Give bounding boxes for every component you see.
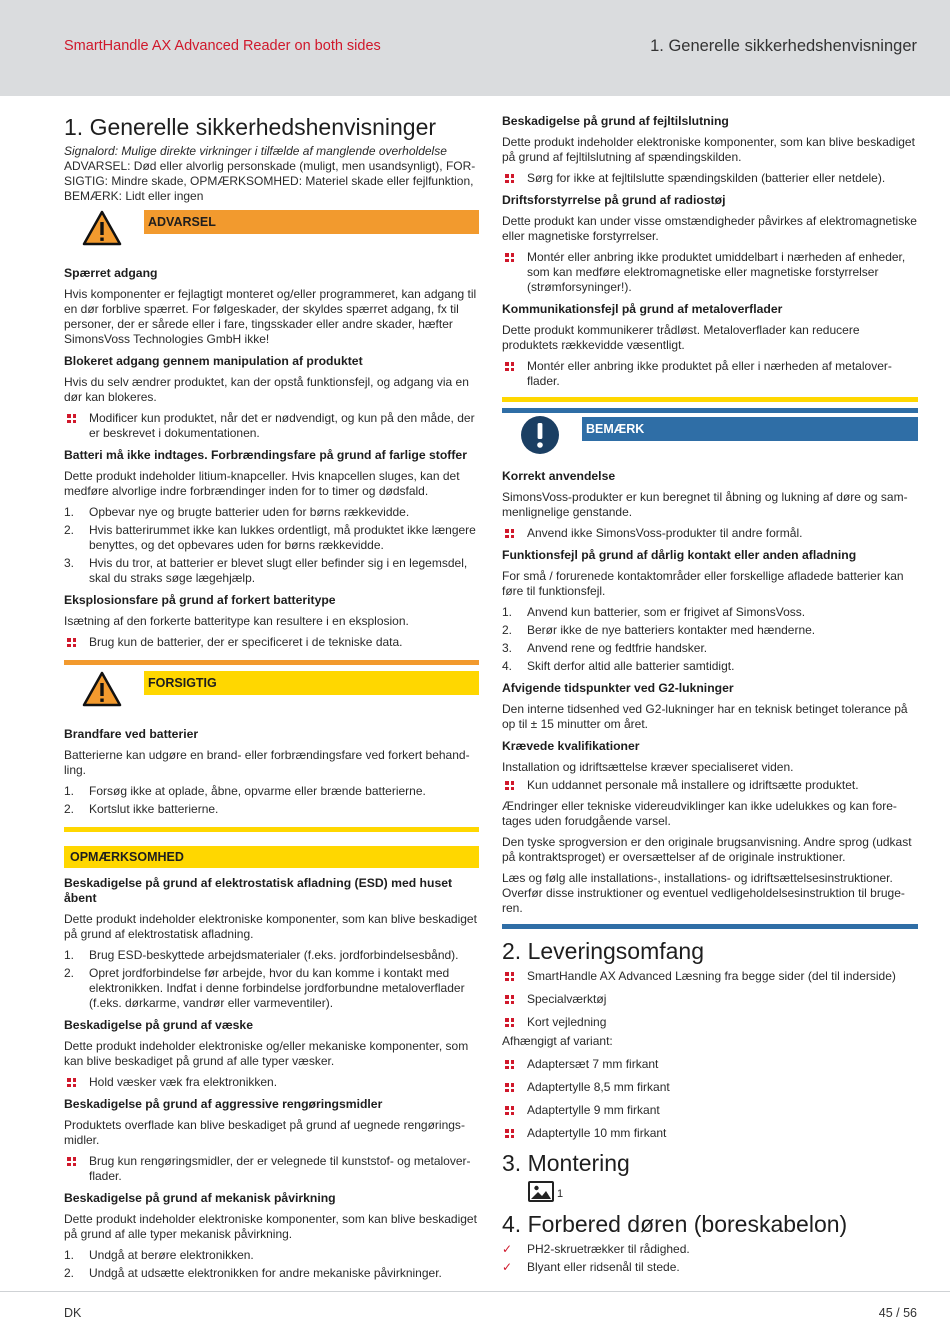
list-item: 3. Hvis du tror, at batterier er blevet slugt eller befinder sig i en legemsdel, skal du straks søge lægehjælp. [64,556,468,585]
heading: Spærret adgang [64,266,158,280]
caution-triangle-icon [82,671,122,711]
forsigtig-box [64,671,479,719]
paragraph: Dette produkt indeholder elektroniske komponenter, som kan blive beskadiget på grund af fejltilslutning af spændingskilden. [502,135,915,164]
heading: Kommunikationsfejl på grund af metaloverflader [502,302,783,316]
yellow-divider [64,827,479,832]
heading: Beskadigelse på grund af fejltilslutning [502,114,729,128]
list-item: 2. Berør ikke de nye batteriers kontakter med hænderne. [502,623,816,637]
bullet-icon [67,414,76,423]
heading: Beskadigelse på grund af elektrostatisk afladning (ESD) med huset åbent [64,876,453,905]
paragraph: Dette produkt indeholder elektroniske komponenter, som kan blive beskadiget på grund af elektrostatisk afladning. [64,912,477,941]
left-column [64,110,479,1287]
bullet-icon [505,1129,514,1138]
heading: Funktionsfejl på grund af dårlig kontakt eller anden afladning [502,548,857,562]
paragraph: Batterierne kan udgøre en brand- eller forbrændingsfare ved forkert behandling. [64,748,470,777]
heading: Afvigende tidspunkter ved G2-lukninger [502,681,734,695]
list-item: 1. Brug ESD-beskyttede arbejdsmaterialer (f.eks. jordforbindelsesbånd). [64,948,459,962]
bullet-icon [505,362,514,371]
info-exclamation-icon [520,415,560,459]
paragraph: Dette produkt kan under visse omstændigheder påvirkes af elektromagnetiske eller magnetiske forstyrrelser. [502,214,917,243]
paragraph: Isætning af den forkerte batteritype kan resultere i en eksplosion. [64,614,409,628]
list-item: SmartHandle AX Advanced Læsning fra begge sider (del til inderside) [502,969,918,984]
list-item: 2. Kortslut ikke batterierne. [64,802,219,816]
paragraph: Afhængigt af variant: [502,1034,613,1048]
bullet-icon [505,1060,514,1069]
page-header [0,0,950,96]
heading: Beskadigelse på grund af aggressive rengøringsmidler [64,1097,383,1111]
blue-divider [502,924,918,929]
list-item: Montér eller anbring ikke produktet umiddelbart i nærheden af enheder, som kan medføre elektromagnetiske eller magnetiske forstyrrelser (strømforsyninger!). [502,250,918,295]
list-item: 2. Undgå at udsætte elektronikken for andre mekaniske påvirkninger. [64,1266,442,1280]
paragraph: Dette produkt kommunikerer trådløst. Metaloverflader kan reducere produktets rækkevidde væsentligt. [502,323,860,352]
paragraph: Den tyske sprogversion er den originale brugsanvisning. Andre sprog (udkast på kontraktsproget) er oversættelser af de originale instruktioner. [502,835,912,864]
bullet-icon [505,253,514,262]
paragraph: Produktets overflade kan blive beskadiget på grund af uegnede rengøringsmidler. [64,1118,465,1147]
section-title: 1. Generelle sikkerhedshenvisninger [64,114,437,140]
advarsel-box [64,210,479,258]
opmaerksomhed-label: OPMÆRKSOMHED [64,846,479,868]
list-item: 4. Skift derfor altid alle batterier samtidigt. [502,659,735,673]
bullet-icon [505,1018,514,1027]
paragraph: Den interne tidsenhed ved G2-lukninger har en teknisk betinget tolerance på op til ± 15 minutter om året. [502,702,908,731]
list-item: Adaptertylle 9 mm firkant [502,1103,918,1118]
page-number: 45 / 56 [878,1306,917,1320]
heading: Driftsforstyrrelse på grund af radiostøj [502,193,726,207]
paragraph: For små / forurenede kontaktområder eller forskellige afladede batterier kan føre til funktionsfejl. [502,569,904,598]
heading: Beskadigelse på grund af væske [64,1018,253,1032]
heading: Krævede kvalifikationer [502,739,640,753]
heading: Beskadigelse på grund af mekanisk påvirkning [64,1191,336,1205]
header-product: SmartHandle AX Advanced Reader on both sides [64,38,381,54]
paragraph: Installation og idriftsættelse kræver specialiseret viden. [502,760,794,774]
paragraph: Dette produkt indeholder elektroniske komponenter, som kan blive beskadiget på grund af alle typer mekanisk påvirkning. [64,1212,477,1241]
bullet-icon [505,1083,514,1092]
footer-divider [0,1291,950,1292]
image-reference [528,1181,918,1202]
heading: Eksplosionsfare på grund af forkert batteritype [64,593,336,607]
list-item: Adaptertylle 8,5 mm firkant [502,1080,918,1095]
footer-language: DK [64,1306,82,1320]
yellow-divider [502,397,918,402]
header-chapter: 1. Generelle sikkerhedshenvisninger [650,37,917,55]
list-item: 3. Anvend rene og fedtfrie handsker. [502,641,708,655]
list-item: Hold væsker væk fra elektronikken. [64,1075,479,1090]
heading: Blokeret adgang gennem manipulation af produktet [64,354,363,368]
bemaerk-box [502,417,918,461]
check-icon: ✓ [502,1260,513,1274]
bullet-icon [505,972,514,981]
bullet-icon [505,781,514,790]
paragraph: Læs og følg alle installations-, installations- og idriftsættelsesinstruktioner. Overfør disse instruktioner og eventuel vedligeholdelsesinstruktion til brugeren. [502,871,905,915]
list-item: ✓ PH2-skruetrækker til rådighed. [502,1242,690,1256]
list-item: Anvend ikke SimonsVoss-produkter til andre formål. [502,526,918,541]
bullet-icon [67,1157,76,1166]
blue-divider [502,408,918,413]
section-title: 3. Montering [502,1150,630,1176]
list-item: 1. Opbevar nye og brugte batterier uden for børns rækkevidde. [64,505,410,519]
list-item: Modificer kun produktet, når det er nødvendigt, og kun på den måde, der er beskrevet i dokumentationen. [64,411,479,441]
forsigtig-label: FORSIGTIG [144,671,479,695]
bullet-icon [505,529,514,538]
section-title: 4. Forbered døren (boreskabelon) [502,1211,848,1237]
warning-triangle-icon [82,210,122,250]
paragraph: Dette produkt indeholder elektroniske og/eller mekaniske komponenter, som kan blive beskadiget på grund af alle typer væsker. [64,1039,469,1068]
paragraph: SimonsVoss-produkter er kun beregnet til åbning og lukning af døre og sammenlignelige genstande. [502,490,908,519]
bullet-icon [67,1078,76,1087]
list-item: Montér eller anbring ikke produktet på eller i nærheden af metaloverflader. [502,359,918,389]
list-item: 1. Undgå at berøre elektronikken. [64,1248,254,1262]
paragraph: Ændringer eller tekniske videreudviklinger kan ikke udelukkes og kan foretages uden forudgående varsel. [502,799,897,828]
list-item: Adaptertylle 10 mm firkant [502,1126,918,1141]
list-item: Adaptersæt 7 mm firkant [502,1057,918,1072]
list-item: 2. Opret jordforbindelse før arbejde, hvor du kan komme i kontakt med elektronikken. Indfat i denne forbindelse jordforbundne metaloverflader (f.eks. dørkarme, vandrør eller varmeventiler). [64,966,465,1010]
list-item: 1. Anvend kun batterier, som er frigivet af SimonsVoss. [502,605,806,619]
check-icon: ✓ [502,1242,513,1256]
bullet-icon [67,638,76,647]
image-icon [528,1181,554,1202]
bullet-icon [505,995,514,1004]
section-title: 2. Leveringsomfang [502,938,705,964]
paragraph: Dette produkt indeholder litium-knapceller. Hvis knapcellen sluges, kan det medføre alvorlige indre forbrændinger inden for to timer og dødsfald. [64,469,460,498]
bullet-icon [505,1106,514,1115]
list-item: Sørg for ikke at fejltilslutte spændingskilden (batterier eller netdele). [502,171,918,186]
right-column [502,114,918,1281]
heading: Brandfare ved batterier [64,727,199,741]
paragraph: Hvis du selv ændrer produktet, kan der opstå funktionsfejl, og adgang via en dør kan blokeres. [64,375,469,404]
list-item: 2. Hvis batterirummet ikke kan lukkes ordentligt, må produktet ikke længere benyttes, og det opbevares uden for børns rækkevidde. [64,523,476,552]
list-item: 1. Forsøg ikke at oplade, åbne, opvarme eller brænde batterierne. [64,784,426,798]
advarsel-label: ADVARSEL [144,210,479,234]
paragraph: Hvis komponenter er fejlagtigt monteret og/eller programmeret, kan adgang til en dør forblive spærret. For følgeskader, der skyldes spærret adgang, fx til personer, der er sårede eller i fare, tingsskader eller andre skader, hæfter SimonsVoss Technologies GmbH ikke! [64,287,477,346]
list-item: ✓ Blyant eller ridsenål til stede. [502,1260,680,1274]
image-number: 1 [557,1188,564,1200]
signal-words-text: ADVARSEL: Død eller alvorlig personskade (muligt, men usandsynligt), FORSIGTIG: Mindre skade, OPMÆRKSOMHED: Materiel skade eller fejlfunktion, BEMÆRK: Lidt eller ingen [64,159,476,203]
list-item: Brug kun rengøringsmidler, der er velegnede til kunststof- og metaloverflader. [64,1154,479,1184]
bemaerk-label: BEMÆRK [582,417,918,441]
signal-words-intro: Signalord: Mulige direkte virkninger i tilfælde af manglende overholdelse [64,144,447,158]
heading: Batteri må ikke indtages. Forbrændingsfare på grund af farlige stoffer [64,448,467,462]
heading: Korrekt anvendelse [502,469,616,483]
bullet-icon [505,174,514,183]
list-item: Kun uddannet personale må installere og idriftsætte produktet. [502,778,918,793]
orange-divider [64,660,479,665]
list-item: Brug kun de batterier, der er specificeret i de tekniske data. [64,635,479,650]
list-item: Specialværktøj [502,992,918,1007]
list-item: Kort vejledning [502,1015,918,1030]
